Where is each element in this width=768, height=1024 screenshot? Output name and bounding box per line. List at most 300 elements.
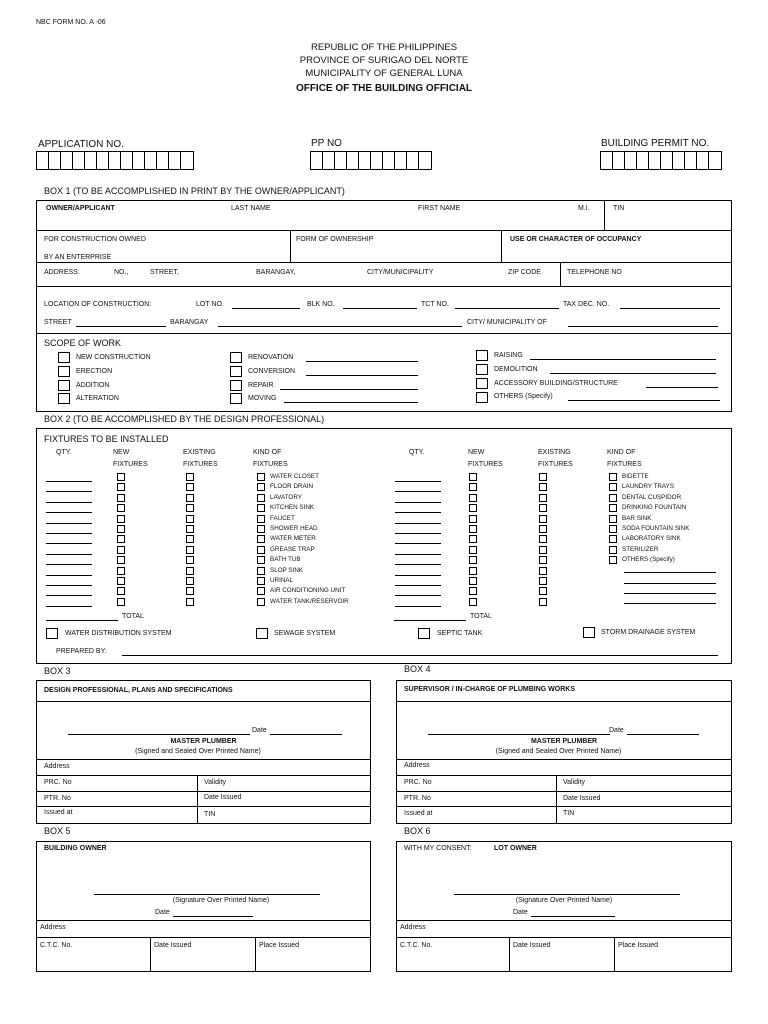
- existing-fixture-checkbox[interactable]: [186, 598, 194, 606]
- total-right-field[interactable]: [394, 620, 466, 621]
- form-of-ownership-label: FORM OF OWNERSHIP: [296, 236, 374, 243]
- alteration-checkbox[interactable]: [58, 393, 70, 404]
- qty-field[interactable]: [395, 543, 441, 544]
- existing-fixture-checkbox[interactable]: [186, 515, 194, 523]
- box4-date-field[interactable]: [627, 734, 699, 735]
- box3-date-label: Date: [252, 727, 267, 734]
- divider: [36, 806, 371, 807]
- new-fixture-checkbox[interactable]: [117, 598, 125, 606]
- no-label: NO.,: [114, 269, 129, 276]
- box4-signed-note: (Signed and Sealed Over Printed Name): [495, 748, 622, 755]
- box4-validity-label: Validity: [563, 779, 586, 786]
- kind-header-right: KIND OF: [607, 449, 636, 456]
- box5-date-label: Date: [155, 909, 170, 916]
- fixture-kind-checkbox[interactable]: [257, 546, 265, 554]
- existing-fixture-checkbox[interactable]: [186, 504, 194, 512]
- qty-field[interactable]: [46, 595, 92, 596]
- qty-field[interactable]: [46, 575, 92, 576]
- fixture-kind-label: AIR CONDITIONING UNIT: [270, 587, 346, 595]
- pp-no-label: PP NO: [311, 138, 342, 149]
- new-fixture-checkbox[interactable]: [117, 525, 125, 533]
- box3-master-plumber: MASTER PLUMBER: [170, 738, 237, 745]
- fixture-kind-checkbox[interactable]: [257, 473, 265, 481]
- divider: [36, 701, 371, 702]
- fixture-kind-checkbox[interactable]: [257, 483, 265, 491]
- repair-field[interactable]: [280, 389, 418, 390]
- tin-label: TIN: [613, 205, 625, 212]
- qty-field[interactable]: [46, 533, 92, 534]
- new-construction-checkbox[interactable]: [58, 352, 70, 363]
- existing-fixture-checkbox[interactable]: [539, 494, 547, 502]
- box3-signature-line[interactable]: [68, 734, 250, 735]
- fixture-kind-label: OTHERS (Specify): [622, 556, 675, 564]
- box5-place-issued-label: Place Issued: [259, 942, 300, 949]
- total-left-label: TOTAL: [122, 613, 144, 620]
- box3-address-label: Address: [44, 763, 70, 770]
- existing-fixture-checkbox[interactable]: [186, 577, 194, 585]
- fixture-kind-checkbox[interactable]: [257, 577, 265, 585]
- box5-date-issued-label: Date Issued: [154, 942, 192, 949]
- accessory-field[interactable]: [646, 387, 718, 388]
- others-field[interactable]: [568, 400, 720, 401]
- divider: [396, 920, 732, 921]
- fixture-kind-label: BAR SINK: [622, 514, 652, 522]
- city2-label: CITY/ MUNICIPALITY OF: [467, 319, 547, 326]
- telephone-label: TELEPHONE NO: [567, 269, 622, 276]
- conversion-label: CONVERSION: [248, 368, 296, 375]
- qty-field[interactable]: [395, 502, 441, 503]
- qty-field[interactable]: [46, 491, 92, 492]
- fixture-kind-label: LAVATORY: [270, 493, 302, 501]
- divider: [509, 937, 510, 972]
- box3-validity-label: Validity: [204, 779, 227, 786]
- lot-no-field[interactable]: [232, 308, 300, 309]
- box4-signature-line[interactable]: [428, 734, 610, 735]
- divider: [36, 759, 371, 760]
- qty-field[interactable]: [395, 491, 441, 492]
- fixture-kind-checkbox[interactable]: [609, 483, 617, 491]
- new-fixture-checkbox[interactable]: [469, 473, 477, 481]
- existing-header-right: EXISTING: [538, 449, 571, 456]
- sewage-checkbox[interactable]: [256, 628, 268, 639]
- fixture-kind-label: BATH TUB: [270, 556, 301, 564]
- building-permit-no-field[interactable]: [600, 151, 722, 170]
- existing-fixture-checkbox[interactable]: [186, 494, 194, 502]
- prepared-by-label: PREPARED BY:: [56, 648, 107, 655]
- alteration-label: ALTERATION: [76, 395, 119, 402]
- box4-date-issued-label: Date Issued: [563, 795, 601, 802]
- new-fixture-checkbox[interactable]: [117, 494, 125, 502]
- new-fixture-checkbox[interactable]: [117, 483, 125, 491]
- fixture-kind-checkbox[interactable]: [609, 473, 617, 481]
- box6-date-label: Date: [513, 909, 528, 916]
- fixture-kind-checkbox[interactable]: [609, 494, 617, 502]
- renovation-field[interactable]: [306, 361, 418, 362]
- repair-label: REPAIR: [248, 382, 274, 389]
- divider: [396, 701, 732, 702]
- fixtures-header-left: FIXTURES: [113, 461, 148, 468]
- existing-fixture-checkbox[interactable]: [539, 546, 547, 554]
- fixture-kind-label: KITCHEN SINK: [270, 504, 315, 512]
- street-label: STREET,: [150, 269, 179, 276]
- divider: [36, 791, 371, 792]
- box6-label: BOX 6: [404, 826, 431, 836]
- water-distribution-checkbox[interactable]: [46, 628, 58, 639]
- existing-header-left: EXISTING: [183, 449, 216, 456]
- divider: [36, 937, 371, 938]
- box3-date-field[interactable]: [270, 734, 342, 735]
- new-fixture-checkbox[interactable]: [117, 504, 125, 512]
- existing-fixture-checkbox[interactable]: [539, 483, 547, 491]
- fixture-kind-checkbox[interactable]: [609, 515, 617, 523]
- water-distribution-label: WATER DISTRIBUTION SYSTEM: [65, 630, 172, 637]
- fixture-kind-checkbox[interactable]: [257, 494, 265, 502]
- qty-field[interactable]: [46, 543, 92, 544]
- divider: [150, 937, 151, 972]
- construction-owned-label: FOR CONSTRUCTION OWNED: [44, 236, 146, 243]
- existing-fixtures-header-right: FIXTURES: [538, 461, 573, 468]
- tct-no-label: TCT NO.: [421, 301, 449, 308]
- city-label: CITY/MUNICIPALITY: [367, 269, 434, 276]
- box6-place-issued-label: Place Issued: [618, 942, 659, 949]
- kind-fixtures-header-left: FIXTURES: [253, 461, 288, 468]
- tax-dec-field[interactable]: [620, 308, 720, 309]
- fixture-kind-label: SLOP SINK: [270, 566, 304, 574]
- box5-title: BUILDING OWNER: [44, 845, 107, 852]
- box6-consent-label: WITH MY CONSENT:: [404, 845, 472, 852]
- fixture-kind-label: LAUNDRY TRAYS: [622, 483, 675, 491]
- qty-field[interactable]: [395, 554, 441, 555]
- new-fixture-checkbox[interactable]: [469, 556, 477, 564]
- box6-title: LOT OWNER: [494, 845, 537, 852]
- divider: [36, 333, 732, 334]
- existing-fixture-checkbox[interactable]: [186, 525, 194, 533]
- fixture-kind-label: LABORATORY SINK: [622, 535, 681, 543]
- fixture-kind-checkbox[interactable]: [609, 556, 617, 564]
- qty-field[interactable]: [46, 502, 92, 503]
- existing-fixture-checkbox[interactable]: [186, 483, 194, 491]
- qty-header-right: QTY.: [409, 449, 425, 456]
- existing-fixture-checkbox[interactable]: [539, 556, 547, 564]
- divider: [36, 775, 371, 776]
- divider: [396, 806, 732, 807]
- fixture-kind-checkbox[interactable]: [257, 598, 265, 606]
- existing-fixture-checkbox[interactable]: [539, 473, 547, 481]
- fixture-kind-checkbox[interactable]: [257, 556, 265, 564]
- zip-label: ZIP CODE: [508, 269, 541, 276]
- new-fixture-checkbox[interactable]: [469, 494, 477, 502]
- new-fixture-checkbox[interactable]: [469, 483, 477, 491]
- qty-field[interactable]: [395, 533, 441, 534]
- qty-field[interactable]: [395, 595, 441, 596]
- new-fixture-checkbox[interactable]: [117, 473, 125, 481]
- form-number: NBC FORM NO. A -06: [36, 19, 106, 26]
- box6-signature-line[interactable]: [454, 894, 680, 895]
- fixture-kind-checkbox[interactable]: [609, 525, 617, 533]
- qty-field[interactable]: [46, 554, 92, 555]
- building-permit-no-label: BUILDING PERMIT NO.: [601, 138, 710, 149]
- existing-fixture-checkbox[interactable]: [539, 577, 547, 585]
- use-character-label: USE OR CHARACTER OF OCCUPANCY: [510, 236, 642, 243]
- box4-address-label: Address: [404, 762, 430, 769]
- fixture-kind-label: GREASE TRAP: [270, 545, 315, 553]
- qty-field[interactable]: [46, 481, 92, 482]
- barangay2-field[interactable]: [218, 326, 462, 327]
- existing-fixtures-header-left: FIXTURES: [183, 461, 218, 468]
- accessory-label: ACCESSORY BUILDING/STRUCTURE: [494, 380, 618, 387]
- new-construction-label: NEW CONSTRUCTION: [76, 354, 151, 361]
- qty-field[interactable]: [46, 564, 92, 565]
- storm-drainage-label: STORM DRAINAGE SYSTEM: [601, 629, 696, 636]
- box4-label: BOX 4: [404, 664, 431, 674]
- addition-label: ADDITION: [76, 382, 110, 389]
- qty-field[interactable]: [46, 606, 92, 607]
- box5-date-field[interactable]: [173, 916, 253, 917]
- repair-checkbox[interactable]: [230, 380, 242, 391]
- box4-date-label: Date: [609, 727, 624, 734]
- existing-fixture-checkbox[interactable]: [186, 546, 194, 554]
- owner-applicant-label: OWNER/APPLICANT: [46, 205, 115, 212]
- erection-checkbox[interactable]: [58, 366, 70, 377]
- new-fixture-checkbox[interactable]: [469, 515, 477, 523]
- box3-signed-note: (Signed and Sealed Over Printed Name): [135, 748, 261, 755]
- box5-address-label: Address: [40, 924, 66, 931]
- septic-label: SEPTIC TANK: [437, 630, 483, 637]
- box6-date-field[interactable]: [531, 916, 615, 917]
- application-no-field[interactable]: [36, 151, 194, 170]
- new-fixture-checkbox[interactable]: [117, 535, 125, 543]
- new-fixture-checkbox[interactable]: [469, 535, 477, 543]
- box6-ctc-label: C.T.C. No.: [400, 942, 433, 949]
- accessory-checkbox[interactable]: [476, 378, 488, 389]
- total-left-field[interactable]: [46, 620, 118, 621]
- divider: [501, 230, 502, 262]
- existing-fixture-checkbox[interactable]: [539, 515, 547, 523]
- new-fixture-checkbox[interactable]: [469, 598, 477, 606]
- last-name-label: LAST NAME: [231, 205, 271, 212]
- new-fixture-checkbox[interactable]: [469, 567, 477, 575]
- new-fixture-checkbox[interactable]: [117, 577, 125, 585]
- new-header-right: NEW: [468, 449, 485, 456]
- box5-ctc-label: C.T.C. No.: [40, 942, 73, 949]
- fixture-kind-checkbox[interactable]: [609, 504, 617, 512]
- erection-label: ERECTION: [76, 368, 113, 375]
- new-fixture-checkbox[interactable]: [469, 504, 477, 512]
- conversion-field[interactable]: [306, 375, 418, 376]
- divider: [36, 920, 371, 921]
- fixture-kind-label: WATER METER: [270, 535, 316, 543]
- box1-title: BOX 1 (TO BE ACCOMPLISHED IN PRINT BY THE OWNER/APPLICANT): [44, 186, 345, 196]
- box6-frame: [396, 841, 732, 972]
- others-specify-line-2[interactable]: [624, 583, 716, 584]
- divider: [36, 286, 732, 287]
- divider: [396, 775, 732, 776]
- header-line-1: REPUBLIC OF THE PHILIPPINES: [310, 42, 458, 53]
- septic-checkbox[interactable]: [418, 628, 430, 639]
- existing-fixture-checkbox[interactable]: [539, 535, 547, 543]
- demolition-checkbox[interactable]: [476, 364, 488, 375]
- addition-checkbox[interactable]: [58, 380, 70, 391]
- existing-fixture-checkbox[interactable]: [186, 535, 194, 543]
- box6-address-label: Address: [400, 924, 426, 931]
- tct-no-field[interactable]: [455, 308, 559, 309]
- new-fixture-checkbox[interactable]: [117, 587, 125, 595]
- renovation-checkbox[interactable]: [230, 352, 242, 363]
- new-fixture-checkbox[interactable]: [469, 587, 477, 595]
- tax-dec-label: TAX DEC. NO.: [563, 301, 610, 308]
- qty-field[interactable]: [395, 575, 441, 576]
- raising-label: RAISING: [494, 352, 523, 359]
- existing-fixture-checkbox[interactable]: [539, 598, 547, 606]
- renovation-label: RENOVATION: [248, 354, 294, 361]
- barangay-label: BARANGAY,: [256, 269, 296, 276]
- qty-field[interactable]: [46, 512, 92, 513]
- first-name-label: FIRST NAME: [418, 205, 461, 212]
- new-fixture-checkbox[interactable]: [117, 556, 125, 564]
- kind-header-left: KIND OF: [253, 449, 282, 456]
- existing-fixture-checkbox[interactable]: [539, 504, 547, 512]
- box5-label: BOX 5: [44, 826, 71, 836]
- demolition-label: DEMOLITION: [494, 366, 538, 373]
- qty-field[interactable]: [395, 564, 441, 565]
- qty-field[interactable]: [395, 585, 441, 586]
- divider: [556, 775, 557, 824]
- qty-field[interactable]: [395, 606, 441, 607]
- street2-field[interactable]: [76, 326, 166, 327]
- box4-tin-label: TIN: [563, 810, 575, 817]
- existing-fixture-checkbox[interactable]: [539, 567, 547, 575]
- qty-field[interactable]: [395, 512, 441, 513]
- divider: [396, 937, 732, 938]
- street2-label: STREET: [44, 319, 72, 326]
- box4-ptr-label: PTR. No: [404, 795, 431, 802]
- new-fixture-checkbox[interactable]: [469, 525, 477, 533]
- fixtures-header-right: FIXTURES: [468, 461, 503, 468]
- existing-fixture-checkbox[interactable]: [186, 567, 194, 575]
- box2-title: BOX 2 (TO BE ACCOMPLISHED BY THE DESIGN PROFESSIONAL): [44, 414, 325, 424]
- mi-label: M.I.: [578, 205, 590, 212]
- new-fixture-checkbox[interactable]: [117, 567, 125, 575]
- fixture-kind-checkbox[interactable]: [257, 587, 265, 595]
- fixture-kind-checkbox[interactable]: [609, 546, 617, 554]
- box3-issued-at-label: Issued at: [44, 809, 73, 816]
- fixture-kind-checkbox[interactable]: [609, 535, 617, 543]
- others-specify-line-1[interactable]: [624, 572, 716, 573]
- fixtures-title: FIXTURES TO BE INSTALLED: [44, 434, 169, 444]
- existing-fixture-checkbox[interactable]: [186, 473, 194, 481]
- header-line-3: MUNICIPALITY OF GENERAL LUNA: [305, 68, 463, 79]
- box3-prc-label: PRC. No: [44, 779, 72, 786]
- divider: [36, 262, 732, 263]
- moving-checkbox[interactable]: [230, 393, 242, 404]
- others-checkbox[interactable]: [476, 392, 488, 403]
- prepared-by-field[interactable]: [122, 655, 718, 656]
- box5-signature-note: (Signature Over Printed Name): [172, 897, 270, 904]
- moving-field[interactable]: [284, 402, 418, 403]
- box3-label: BOX 3: [44, 666, 71, 676]
- divider: [396, 791, 732, 792]
- qty-field[interactable]: [395, 523, 441, 524]
- storm-drainage-checkbox[interactable]: [583, 627, 595, 638]
- box3-date-issued-label: Date Issued: [204, 794, 242, 801]
- new-header-left: NEW: [113, 449, 130, 456]
- fixture-kind-label: DENTAL CUSPIDOR: [622, 493, 682, 501]
- divider: [197, 775, 198, 824]
- box3-ptr-label: PTR. No: [44, 795, 71, 802]
- new-fixture-checkbox[interactable]: [469, 546, 477, 554]
- divider: [604, 200, 605, 230]
- address-label: ADDRESS:: [44, 269, 80, 276]
- new-fixture-checkbox[interactable]: [117, 546, 125, 554]
- moving-label: MOVING: [248, 395, 277, 402]
- others-specify-line-3[interactable]: [624, 593, 716, 594]
- others-specify-line-4[interactable]: [624, 603, 716, 604]
- box6-date-issued-label: Date Issued: [513, 942, 551, 949]
- fixture-kind-checkbox[interactable]: [257, 525, 265, 533]
- fixture-kind-checkbox[interactable]: [257, 515, 265, 523]
- fixture-kind-label: URINAL: [270, 577, 294, 584]
- application-no-label: APPLICATION NO.: [38, 139, 124, 150]
- demolition-field[interactable]: [550, 373, 716, 374]
- sewage-label: SEWAGE SYSTEM: [274, 630, 336, 637]
- box6-signature-note: (Signature Over Printed Name): [515, 897, 613, 904]
- fixture-kind-checkbox[interactable]: [257, 504, 265, 512]
- box4-prc-label: PRC. No: [404, 779, 432, 786]
- qty-field[interactable]: [46, 523, 92, 524]
- box5-signature-line[interactable]: [94, 894, 320, 895]
- qty-field[interactable]: [395, 481, 441, 482]
- divider: [396, 759, 732, 760]
- fixture-kind-label: STERILIZER: [622, 545, 659, 553]
- conversion-checkbox[interactable]: [230, 366, 242, 377]
- fixture-kind-label: DRINKING FOUNTAIN: [622, 504, 687, 512]
- existing-fixture-checkbox[interactable]: [186, 556, 194, 564]
- fixture-kind-label: SODA FOUNTAIN SINK: [622, 525, 690, 532]
- qty-field[interactable]: [46, 585, 92, 586]
- others-label: OTHERS (Specify): [494, 393, 553, 400]
- header-line-2: PROVINCE OF SURIGAO DEL NORTE: [299, 55, 469, 66]
- existing-fixture-checkbox[interactable]: [539, 587, 547, 595]
- fixture-kind-label: WATER CLOSET: [270, 473, 319, 480]
- fixture-kind-label: SHOWER HEAD: [270, 525, 318, 532]
- new-fixture-checkbox[interactable]: [469, 577, 477, 585]
- raising-checkbox[interactable]: [476, 350, 488, 361]
- divider: [36, 230, 732, 231]
- box4-issued-at-label: Issued at: [404, 810, 433, 817]
- blk-no-field[interactable]: [343, 308, 417, 309]
- new-fixture-checkbox[interactable]: [117, 515, 125, 523]
- box4-master-plumber: MASTER PLUMBER: [530, 738, 598, 745]
- fixture-kind-checkbox[interactable]: [257, 567, 265, 575]
- existing-fixture-checkbox[interactable]: [539, 525, 547, 533]
- divider: [255, 937, 256, 972]
- fixture-kind-label: BIDETTE: [622, 473, 649, 480]
- lot-no-label: LOT NO.: [196, 301, 224, 308]
- box3-title: DESIGN PROFESSIONAL, PLANS AND SPECIFICATIONS: [44, 687, 233, 694]
- divider: [560, 262, 561, 286]
- scope-title: SCOPE OF WORK: [44, 338, 122, 348]
- by-enterprise-label: BY AN ENTERPRISE: [44, 254, 112, 261]
- pp-no-field[interactable]: [310, 151, 432, 170]
- location-label: LOCATION OF CONSTRUCTION:: [44, 301, 152, 308]
- city2-field[interactable]: [568, 326, 718, 327]
- fixture-kind-checkbox[interactable]: [257, 535, 265, 543]
- raising-field[interactable]: [530, 359, 716, 360]
- fixture-kind-label: FLOOR DRAIN: [270, 483, 314, 491]
- existing-fixture-checkbox[interactable]: [186, 587, 194, 595]
- divider: [290, 230, 291, 262]
- box4-title: SUPERVISOR / IN-CHARGE OF PLUMBING WORKS: [404, 686, 575, 693]
